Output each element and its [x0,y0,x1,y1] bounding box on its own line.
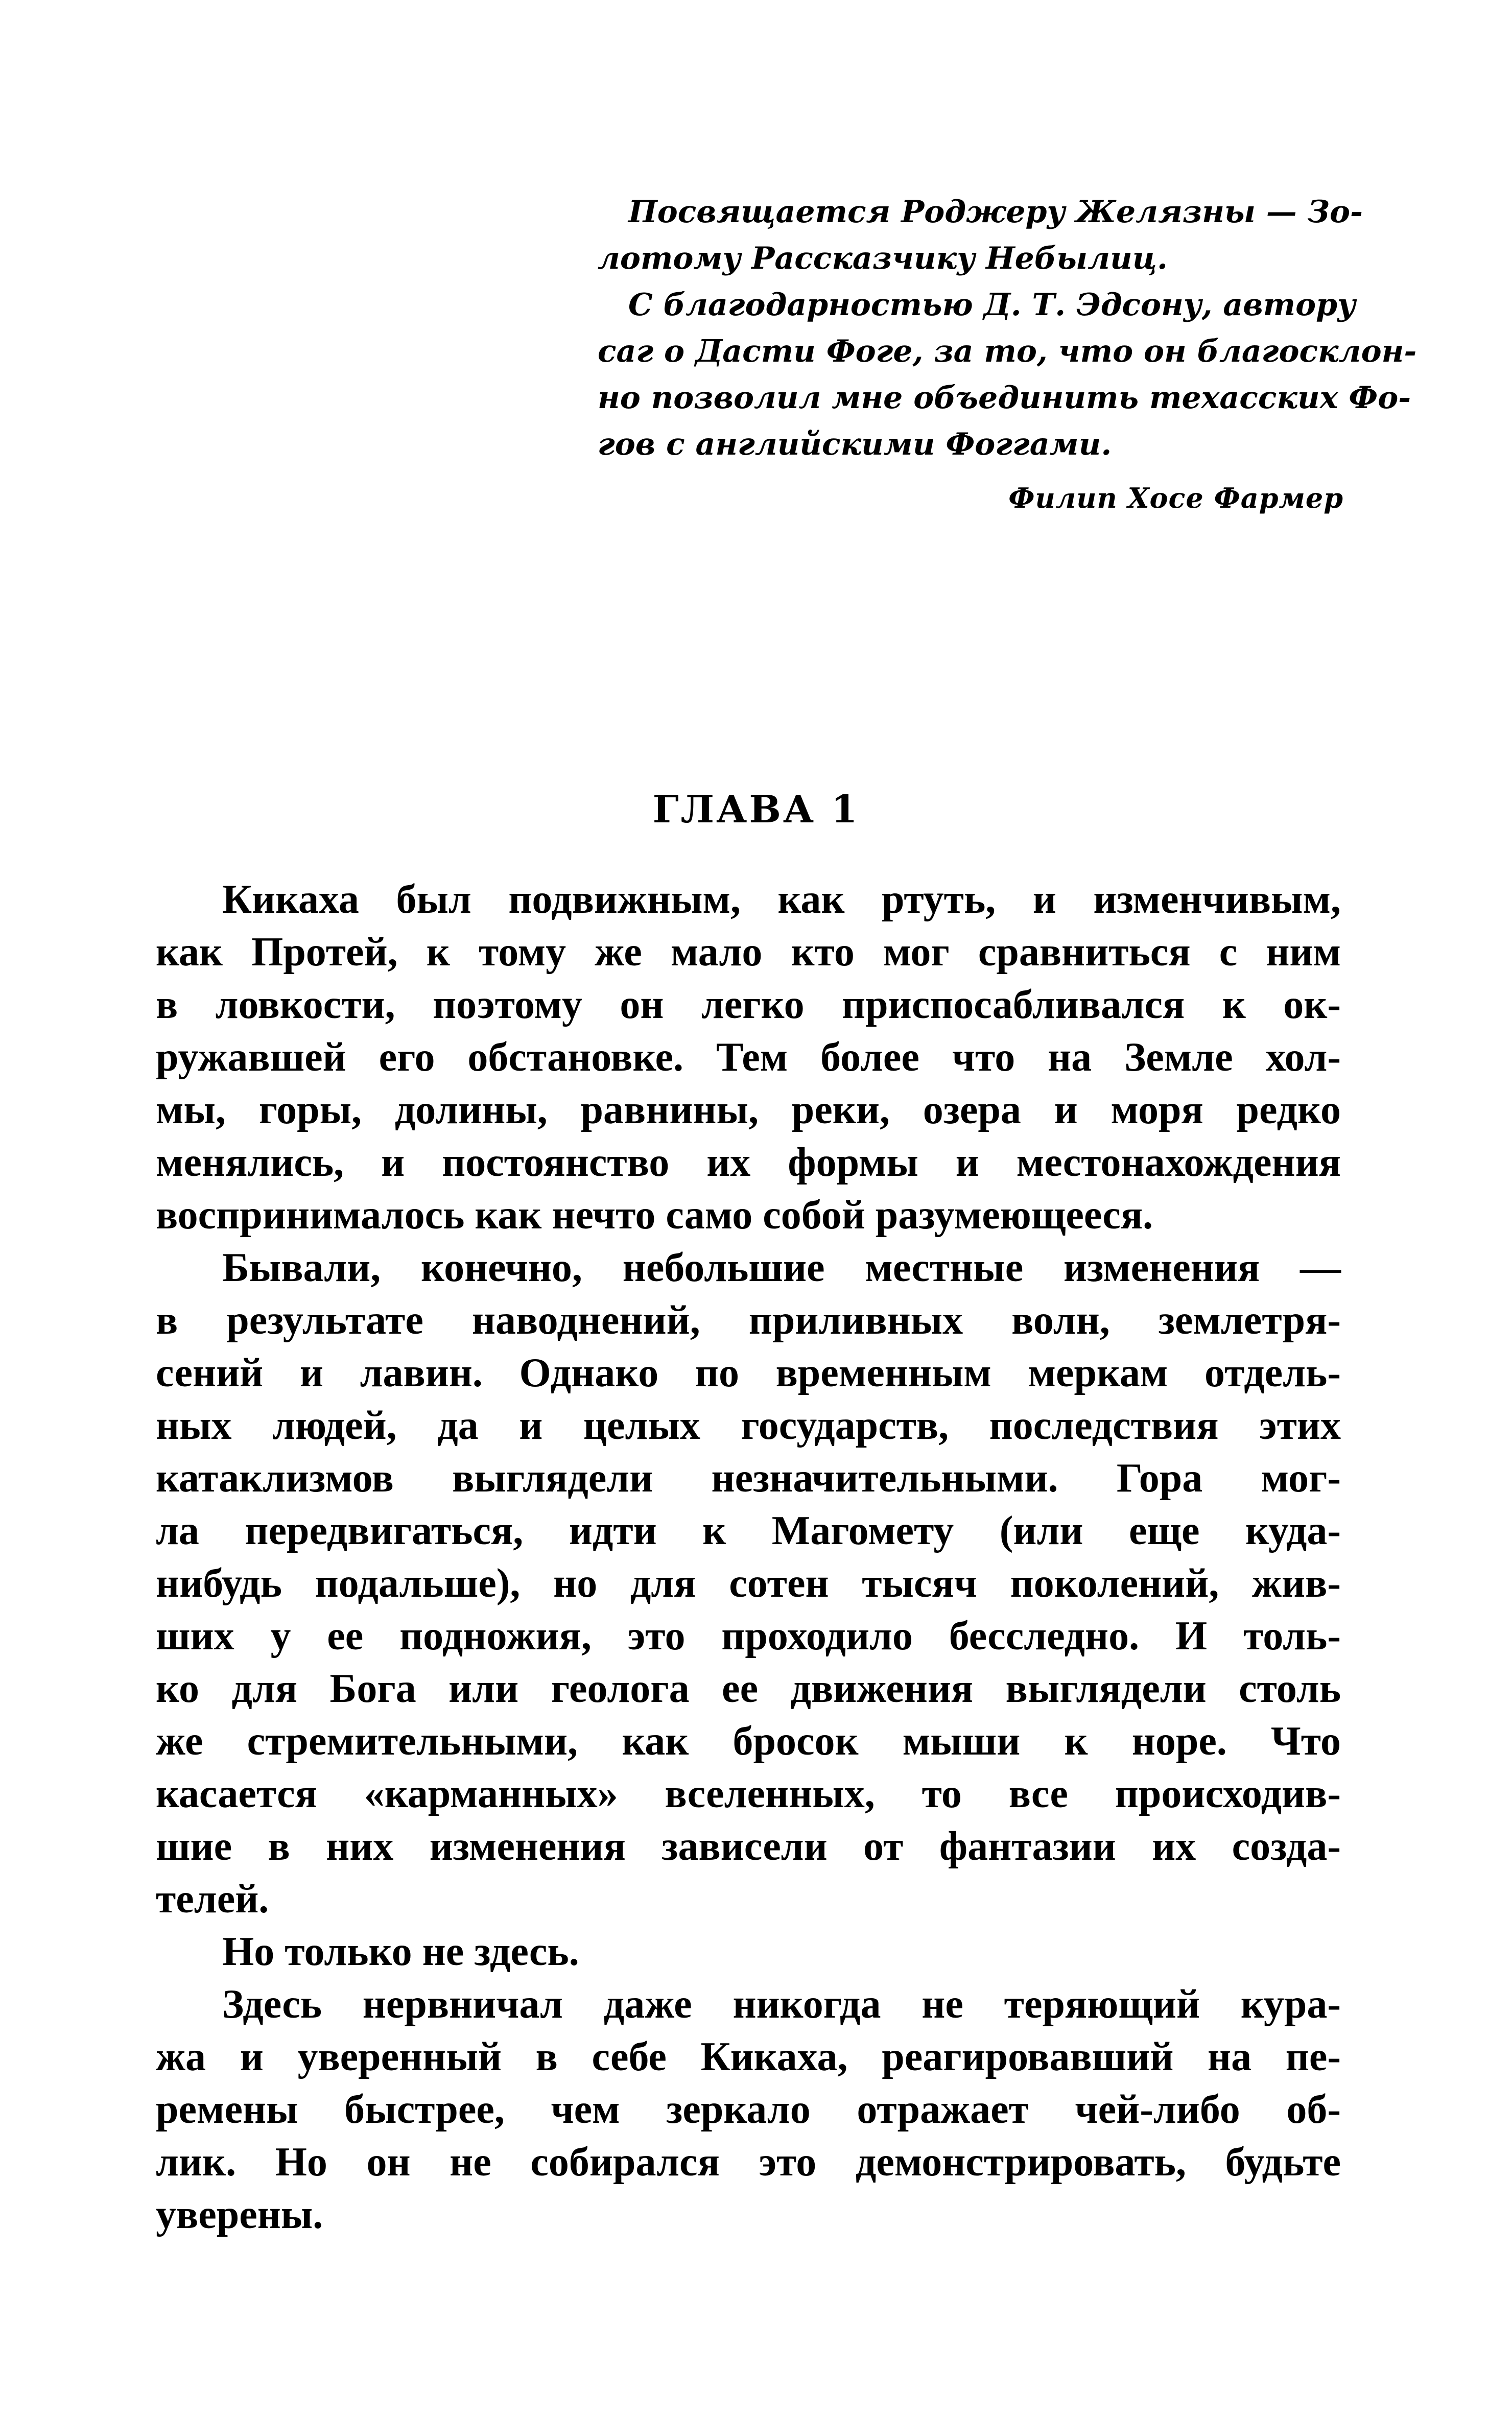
text-line: ла передвигаться, идти к Магомету (или еще куда- [156,1508,1341,1553]
chapter-body [156,873,1341,2241]
epigraph-line: Посвящается Роджеру Желязны — Зо- [628,194,1363,230]
paragraph [156,1978,1341,2241]
chapter-title: ГЛАВА 1 [652,788,860,832]
text-line: же стремительными, как бросок мыши к норе. Что [156,1719,1341,1764]
text-line: ремены быстрее, чем зеркало отражает чей-либо об- [156,2087,1341,2132]
epigraph-line: лотому Рассказчику Небылиц. [598,241,1168,276]
text-line: в результате наводнений, приливных волн, землетря- [156,1298,1341,1343]
text-line: Здесь нервничал даже никогда не теряющий кура- [222,1982,1341,2027]
text-line: Кикаха был подвижным, как ртуть, и изменчивым, [222,877,1341,922]
epigraph [598,189,1417,522]
paragraph [156,1926,1341,1978]
text-line: воспринималось как нечто само собой разумеющееся. [156,1193,1153,1238]
text-line: ных людей, да и целых государств, последствия этих [156,1403,1341,1448]
epigraph-line: С благодарностью Д. Т. Эдсону, автору [628,287,1356,323]
text-line: нибудь подальше), но для сотен тысяч поколений, жив- [156,1561,1341,1606]
text-line: касается «карманных» вселенных, то все происходив- [156,1771,1341,1816]
text-line: уверены. [156,2192,323,2237]
text-line: жа и уверенный в себе Кикаха, реагировавший на пе- [156,2034,1341,2079]
text-line: лик. Но он не собирался это демонстрировать, будьте [156,2140,1341,2185]
text-line: ших у ее подножия, это проходило бесследно. И толь- [156,1614,1341,1659]
text-line: ко для Бога или геолога ее движения выглядели столь [156,1666,1341,1711]
paragraph [156,873,1341,1242]
text-line: мы, горы, долины, равнины, реки, озера и моря редко [156,1087,1341,1132]
text-line: Бывали, конечно, небольшие местные изменения — [222,1245,1341,1290]
epigraph-line: саг о Дасти Фоге, за то, что он благосклон- [598,334,1417,369]
epigraph-signature: Филип Хосе Фармер [1008,482,1343,514]
text-line: в ловкости, поэтому он легко приспосабливался к ок- [156,982,1341,1027]
text-line: катаклизмов выглядели незначительными. Гора мог- [156,1456,1341,1501]
epigraph-line: но позволил мне объединить техасских Фо- [598,380,1411,416]
epigraph-line: гов с английскими Фоггами. [598,427,1112,462]
text-line: ружавшей его обстановке. Тем более что на Земле хол- [156,1035,1341,1080]
text-line: телей. [156,1877,269,1922]
text-line: менялись, и постоянство их формы и местонахождения [156,1140,1341,1185]
text-line: сений и лавин. Однако по временным меркам отдель- [156,1351,1341,1395]
text-line: Но только не здесь. [222,1929,579,1974]
text-line: шие в них изменения зависели от фантазии их созда- [156,1824,1341,1869]
paragraph [156,1242,1341,1926]
text-line: как Протей, к тому же мало кто мог сравниться с ним [156,930,1341,975]
